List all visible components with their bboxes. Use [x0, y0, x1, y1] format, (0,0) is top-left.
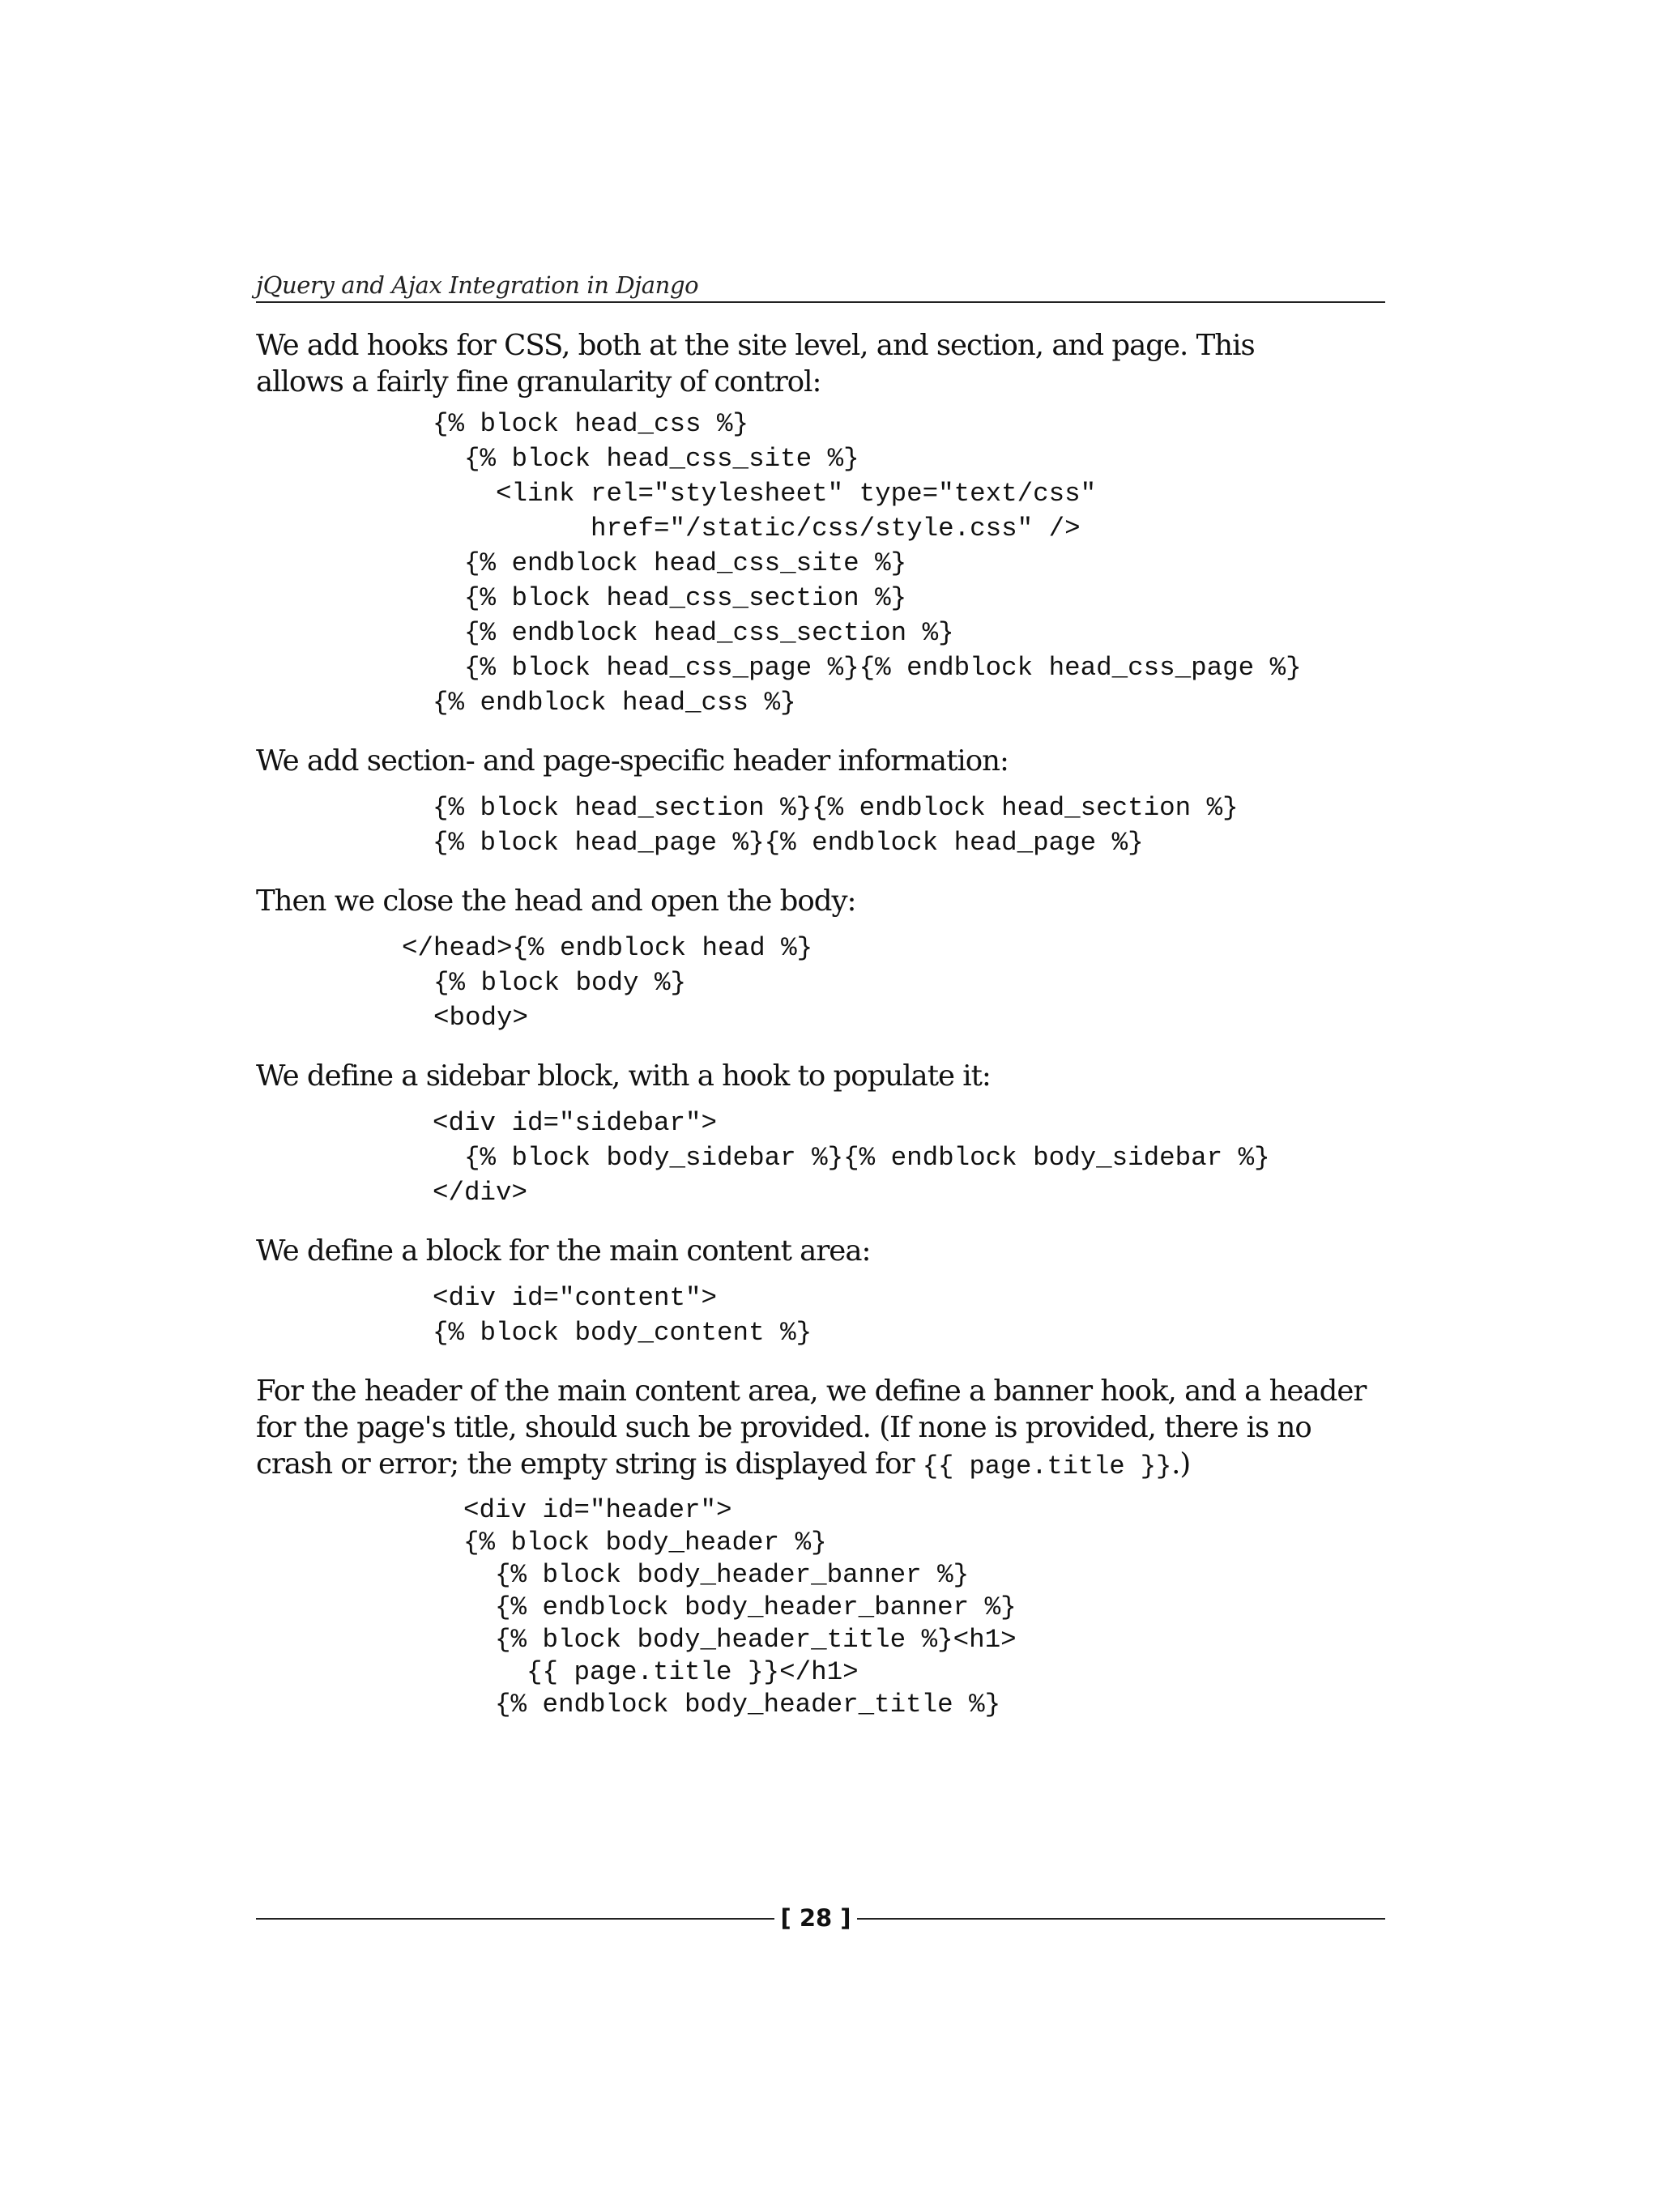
code-block-header-banner: <div id="header"> {% block body_header %} {% block body_header_banner %} {% endblock body_header_banner %} {% block body_header_title %}<h1> {{ page.title }}</h1> {% endblock body_header_title %} [463, 1495, 1017, 1720]
page-body [256, 327, 1385, 1721]
paragraph-header-banner-text: For the header of the main content area, we define a banner hook, and a header for the page's title, should such be provided. (If none is provided, there is no crash or error; the empty string is displayed for [256, 1375, 1367, 1481]
paragraph-header-banner [256, 1373, 1385, 1485]
paragraph-header-info: We add section- and page-specific header information: [256, 744, 1009, 778]
paragraph-main-content: We define a block for the main content area: [256, 1234, 871, 1268]
page-number: [ 28 ] [780, 1904, 851, 1932]
paragraph-close-head: Then we close the head and open the body: [256, 884, 856, 918]
code-block-header-info: {% block head_section %}{% endblock head_section %} {% block head_page %}{% endblock head_page %} [433, 793, 1239, 858]
footer-rule-left [256, 1918, 774, 1920]
code-block-close-head: </head>{% endblock head %} {% block body %} <body> [402, 933, 813, 1033]
code-block-main-content: <div id="content"> {% block body_content %} [433, 1283, 812, 1348]
footer-rule-right [857, 1918, 1385, 1920]
code-block-sidebar: <div id="sidebar"> {% block body_sidebar %}{% endblock body_sidebar %} </div> [433, 1108, 1270, 1208]
inline-code-page-title: {{ page.title }} [922, 1451, 1172, 1481]
code-block-css-hooks: {% block head_css %} {% block head_css_site %} <link rel="stylesheet" type="text/css" href="/static/css/style.css" /> {% endblock head_css_site %} {% block head_css_section %} {% endblock head_css_section %} {% block head_css_page %}{% endblock head_css_page %} {% endblock head_css %} [433, 409, 1302, 718]
paragraph-header-banner-tail: .) [1171, 1447, 1191, 1481]
running-header-title: jQuery and Ajax Integration in Django [256, 271, 699, 299]
paragraph-sidebar: We define a sidebar block, with a hook to populate it: [256, 1059, 991, 1093]
paragraph-css-hooks: We add hooks for CSS, both at the site level, and section, and page. This allows a fairly fine granularity of control: [256, 329, 1255, 399]
header-rule [256, 301, 1385, 303]
